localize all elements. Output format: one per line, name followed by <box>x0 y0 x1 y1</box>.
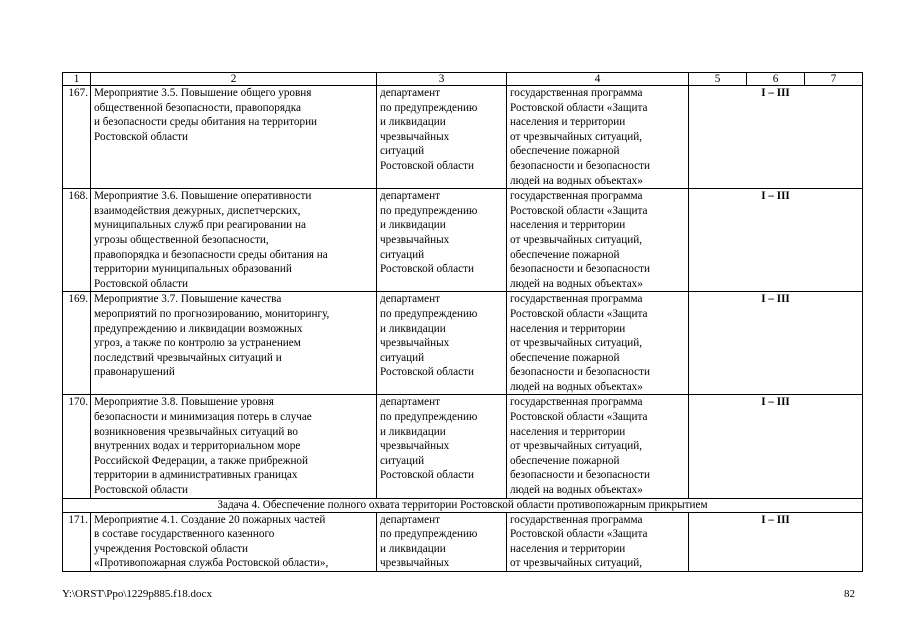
event-cell: Мероприятие 3.6. Повышение оперативности взаимодействия дежурных, диспетчерских, муниципальных служб при реагировании на угрозы общественной безопасности, правопорядка и безопасности среды обитания на территории муниципальных образований Ростовской области <box>91 189 377 292</box>
col-header-6: 6 <box>747 73 805 86</box>
program-cell: государственная программа Ростовской области «Защита населения и территории от чрезвычайных ситуаций, обеспечение пожарной безопасности и безопасности людей на водных объектах» <box>507 395 689 498</box>
file-path: Y:\ORST\Ppo\1229p885.f18.docx <box>62 588 212 600</box>
row-number: 168. <box>63 189 91 292</box>
event-cell: Мероприятие 3.8. Повышение уровня безопасности и минимизация потерь в случае возникновения чрезвычайных ситуаций во внутренних водах и территориальном море Российской Федерации, а также прибрежной территории в административных границах Ростовской области <box>91 395 377 498</box>
table-row <box>63 292 863 395</box>
department-cell: департамент по предупреждению и ликвидации чрезвычайных ситуаций Ростовской области <box>377 189 507 292</box>
table-row <box>63 512 863 571</box>
column-number-row <box>63 73 863 86</box>
table-row <box>63 86 863 189</box>
task-title: Задача 4. Обеспечение полного охвата территории Ростовской области противопожарным прикрытием <box>63 498 863 512</box>
department-cell: департамент по предупреждению и ликвидации чрезвычайных ситуаций Ростовской области <box>377 86 507 189</box>
col-header-1: 1 <box>63 73 91 86</box>
period-cell: I – III <box>689 512 863 571</box>
row-number: 171. <box>63 512 91 571</box>
event-cell: Мероприятие 3.7. Повышение качества мероприятий по прогнозированию, мониторингу, предупреждению и ликвидации возможных угроз, а также по контролю за устранением последствий чрезвычайных ситуаций и правонарушений <box>91 292 377 395</box>
program-cell: государственная программа Ростовской области «Защита населения и территории от чрезвычайных ситуаций, обеспечение пожарной безопасности и безопасности людей на водных объектах» <box>507 86 689 189</box>
row-number: 170. <box>63 395 91 498</box>
department-cell: департамент по предупреждению и ликвидации чрезвычайных <box>377 512 507 571</box>
col-header-7: 7 <box>805 73 863 86</box>
period-cell: I – III <box>689 395 863 498</box>
department-cell: департамент по предупреждению и ликвидации чрезвычайных ситуаций Ростовской области <box>377 292 507 395</box>
event-cell: Мероприятие 4.1. Создание 20 пожарных частей в составе государственного казенного учреждения Ростовской области «Противопожарная служба Ростовской области», <box>91 512 377 571</box>
program-cell: государственная программа Ростовской области «Защита населения и территории от чрезвычайных ситуаций, <box>507 512 689 571</box>
period-cell: I – III <box>689 189 863 292</box>
row-number: 169. <box>63 292 91 395</box>
col-header-2: 2 <box>91 73 377 86</box>
program-cell: государственная программа Ростовской области «Защита населения и территории от чрезвычайных ситуаций, обеспечение пожарной безопасности и безопасности людей на водных объектах» <box>507 189 689 292</box>
row-number: 167. <box>63 86 91 189</box>
task-row <box>63 498 863 512</box>
table-row <box>63 395 863 498</box>
col-header-3: 3 <box>377 73 507 86</box>
event-cell: Мероприятие 3.5. Повышение общего уровня общественной безопасности, правопорядка и безопасности среды обитания на территории Ростовской области <box>91 86 377 189</box>
col-header-4: 4 <box>507 73 689 86</box>
department-cell: департамент по предупреждению и ликвидации чрезвычайных ситуаций Ростовской области <box>377 395 507 498</box>
measures-table <box>62 72 863 572</box>
period-cell: I – III <box>689 292 863 395</box>
col-header-5: 5 <box>689 73 747 86</box>
program-cell: государственная программа Ростовской области «Защита населения и территории от чрезвычайных ситуаций, обеспечение пожарной безопасности и безопасности людей на водных объектах» <box>507 292 689 395</box>
period-cell: I – III <box>689 86 863 189</box>
table-row <box>63 189 863 292</box>
page-number: 82 <box>844 588 855 600</box>
